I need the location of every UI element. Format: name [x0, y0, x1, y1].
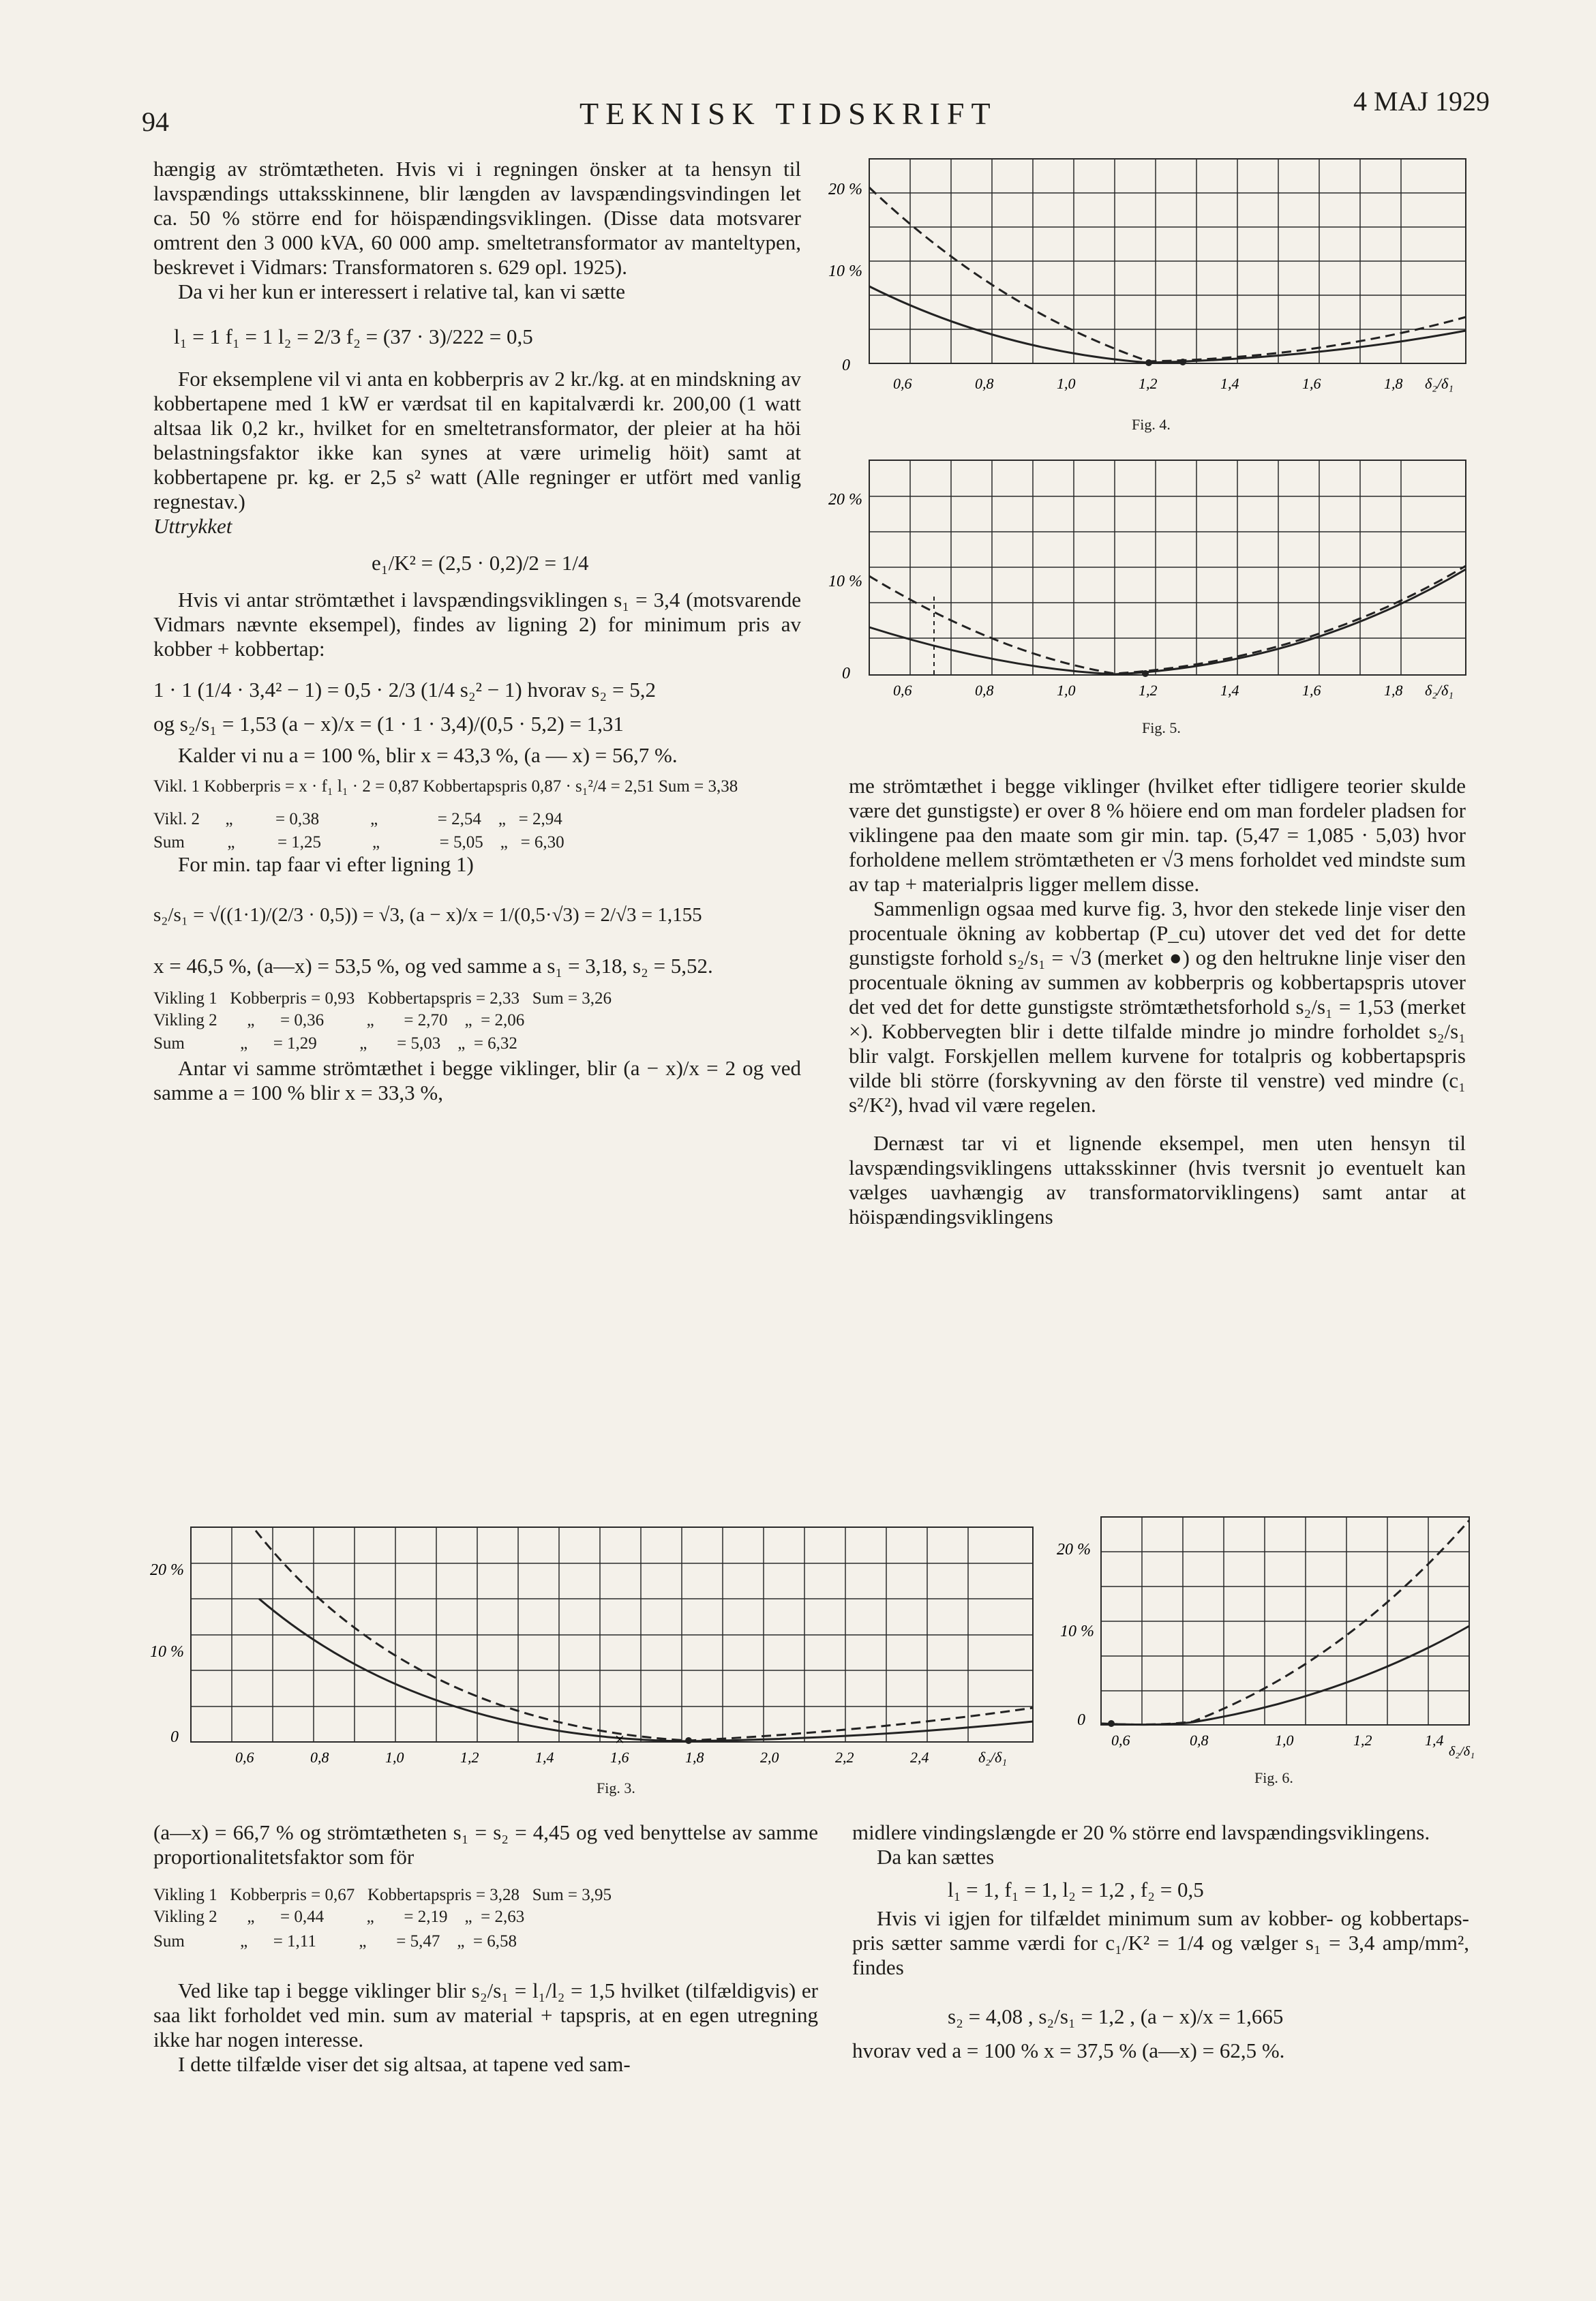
paragraph: Sammenlign ogsaa med kurve fig. 3, hvor den stekede linje viser den procentuale ökning av kobbertap (P_cu) utover det ved det for dette gunstigste forhold s₂/s₁ = √3 (merket ●) og den heltrukne linje viser den procentuale ökning av summen av kobberpris og kobbertapspris utover det ved det for dette gunstigste strömtæthetsforhold s₂/s₁ = 1,53 (merket ×). Kobbervegten blir i dette tilfalde mindre jo mindre forholdet s₂/s₁ blir valgt. Forskjellen mellem kurvene for totalpris og kobbertapspris vilde bli större (forskyvning av den förste til venstre) ved mindre (c₁ s²/K²), hvad vil være regelen. — [849, 897, 1466, 1117]
table-row: Vikl. 1 Kobberpris = x · f₁ l₁ · 2 = 0,87 Kobbertapspris 0,87 · s₁²/4 = 2,51 Sum = 3,38 — [153, 777, 738, 796]
equation: l₁ = 1 f₁ = 1 l₂ = 2/3 f₂ = (37 · 3)/222 = 0,5 — [174, 325, 533, 348]
paragraph: For eksemplene vil vi anta en kobberpris av 2 kr./kg. at en mindskning av kobbertapene med 1 kW er værdsat til en kapitalværdi kr. 200,00 (1 watt altsaa lik 0,2 kr., hvilket for en smeltetransformator, der pleier at ha höi belastningsfaktor ikke kan synes at være urimelig höit) samt at kobbertapene pr. kg. er 2,5 s² watt (Alle regninger er utfört med vanlig regnestav.) — [153, 367, 801, 513]
x-tick: 1,4 — [535, 1749, 554, 1766]
x-tick: 0,6 — [1111, 1732, 1130, 1749]
fig6-chart — [1057, 1507, 1479, 1766]
page-number: 94 — [142, 106, 169, 137]
x-tick: 1,4 — [1220, 375, 1239, 392]
equation: e₁/K² = (2,5 · 0,2)/2 = 1/4 — [372, 551, 589, 575]
table-row: Sum „ = 1,29 „ = 5,03 „ = 6,32 — [153, 1034, 517, 1053]
paragraph: For min. tap faar vi efter ligning 1) — [178, 852, 474, 876]
y-tick: 10 % — [1060, 1623, 1094, 1640]
x-tick: 1,2 — [1139, 682, 1158, 699]
min-marker: × — [614, 1730, 626, 1749]
y-tick: 0 — [1077, 1711, 1085, 1729]
x-tick: 0,6 — [893, 682, 912, 699]
paragraph: Da vi her kun er interessert i relative tal, kan vi sætte — [178, 280, 625, 303]
figure-4 — [828, 153, 1476, 433]
equation: s₂/s₁ = √((1·1)/(2/3 · 0,5)) = √3, (a − x)/x = 1/(0,5·√3) = 2/√3 = 1,155 — [153, 904, 702, 926]
journal-title: TEKNISK TIDSKRIFT — [579, 96, 997, 131]
axis-label: δ₂/δ₁ — [978, 1749, 1007, 1766]
paragraph: midlere vindingslængde er 20 % större end lavspændingsviklingens. — [852, 1820, 1430, 1844]
paragraph: Antar vi samme strömtæthet i begge viklinger, blir (a − x)/x = 2 og ved samme a = 100 % blir x = 33,3 %, — [153, 1056, 801, 1104]
x-tick: 0,6 — [235, 1749, 254, 1766]
x-tick: 1,4 — [1220, 682, 1239, 699]
x-tick: 2,0 — [760, 1749, 779, 1766]
paragraph: I dette tilfælde viser det sig altsaa, at tapene ved sam- — [178, 2052, 631, 2076]
table-row: Vikling 1 Kobberpris = 0,93 Kobbertapspris = 2,33 Sum = 3,26 — [153, 989, 612, 1008]
x-tick: 2,4 — [910, 1749, 929, 1766]
x-tick: 1,0 — [1057, 682, 1076, 699]
x-tick: 1,8 — [1384, 682, 1403, 699]
x-tick: 0,8 — [975, 375, 994, 392]
y-tick: 0 — [842, 665, 850, 682]
paragraph: Hvis vi antar strömtæthet i lavspændingsviklingen s₁ = 3,4 (motsvarende Vidmars nævnte eksempel), findes av ligning 2) for minimum pris av kobber + kobbertap: — [153, 588, 801, 661]
y-tick: 20 % — [150, 1561, 184, 1579]
x-tick: 1,0 — [1275, 1732, 1294, 1749]
figure-caption: Fig. 6. — [1254, 1769, 1293, 1786]
axis-label: δ₂/δ₁ — [1425, 682, 1454, 699]
x-tick: 1,6 — [1302, 682, 1321, 699]
x-tick: 1,4 — [1425, 1732, 1444, 1749]
paragraph: (a—x) = 66,7 % og strömtætheten s₁ = s₂ = 4,45 og ved benyttelse av samme proportionalitetsfaktor som för — [153, 1820, 818, 1869]
y-tick: 20 % — [828, 491, 862, 509]
paragraph: Ved like tap i begge viklinger blir s₂/s₁ = l₁/l₂ = 1,5 hvilket (tilfældigvis) er saa likt forholdet ved min. sum av material + tapspris, at en egen utregning ikke har nogen interesse. — [153, 1979, 818, 2051]
x-tick: 1,6 — [1302, 375, 1321, 392]
table-row: Vikl. 2 „ = 0,38 „ = 2,54 „ = 2,94 — [153, 810, 562, 828]
y-tick: 10 % — [828, 573, 862, 590]
table-row: Vikling 1 Kobberpris = 0,67 Kobbertapspris = 3,28 Sum = 3,95 — [153, 1886, 612, 1904]
x-tick: 0,8 — [310, 1749, 329, 1766]
x-tick: 2,2 — [835, 1749, 854, 1766]
paragraph: hvorav ved a = 100 % x = 37,5 % (a—x) = 62,5 %. — [852, 2039, 1285, 2062]
x-tick: 0,8 — [975, 682, 994, 699]
axis-label: δ₂/δ₁ — [1425, 375, 1454, 392]
table-row: Sum „ = 1,25 „ = 5,05 „ = 6,30 — [153, 833, 564, 852]
paragraph: x = 46,5 %, (a—x) = 53,5 %, og ved samme a s₁ = 3,18, s₂ = 5,52. — [153, 954, 713, 978]
y-tick: 10 % — [828, 262, 862, 280]
x-tick: 1,0 — [385, 1749, 404, 1766]
y-tick: 0 — [842, 357, 850, 374]
left-column-bottom — [153, 1820, 818, 2077]
x-tick: 1,2 — [1139, 375, 1158, 392]
x-tick: 0,8 — [1190, 1732, 1209, 1749]
figure-caption: Fig. 5. — [1142, 719, 1181, 736]
x-tick: 1,2 — [1353, 1732, 1372, 1749]
left-column-top — [153, 157, 801, 1105]
equation: og s₂/s₁ = 1,53 (a − x)/x = (1 · 1 · 3,4)/(0,5 · 5,2) = 1,31 — [153, 712, 624, 736]
issue-date: 4 MAJ 1929 — [1353, 86, 1490, 117]
axis-label: δ₂/δ₁ — [1449, 1744, 1475, 1759]
paragraph: Da kan sættes — [877, 1845, 995, 1869]
y-tick: 0 — [170, 1728, 179, 1746]
y-tick: 10 % — [150, 1643, 184, 1661]
figure-5 — [828, 450, 1476, 736]
equation: l₁ = 1, f₁ = 1, l₂ = 1,2 , f₂ = 0,5 — [948, 1878, 1204, 1901]
equation: 1 · 1 (1/4 · 3,4² − 1) = 0,5 · 2/3 (1/4 s₂² − 1) hvorav s₂ = 5,2 — [153, 678, 656, 702]
table-row: Vikling 2 „ = 0,44 „ = 2,19 „ = 2,63 — [153, 1908, 525, 1926]
paragraph: Dernæst tar vi et lignende eksempel, men uten hensyn til lavspændingsviklingens uttaksskinner (hvis tversnit jo eventuelt kan vælges uavhængig av transformatorviklingens) samt antar at höispændingsviklingens — [849, 1131, 1466, 1229]
figure-caption: Fig. 4. — [1132, 416, 1171, 433]
y-tick: 20 % — [828, 181, 862, 198]
x-tick: 1,8 — [1384, 375, 1403, 392]
fig5-chart — [828, 450, 1476, 723]
paragraph: Kalder vi nu a = 100 %, blir x = 43,3 %, (a — x) = 56,7 %. — [178, 743, 678, 767]
right-column-bottom — [852, 1820, 1469, 2063]
fig4-chart — [828, 153, 1476, 426]
equation: s₂ = 4,08 , s₂/s₁ = 1,2 , (a − x)/x = 1,665 — [948, 2004, 1284, 2028]
paragraph: Hvis vi igjen for tilfældet minimum sum av kobber- og kobbertaps-pris sætter samme værdi for c₁/K² = 1/4 og vælger s₁ = 3,4 amp/mm², findes — [852, 1906, 1469, 1979]
figure-3 — [150, 1520, 1050, 1807]
x-tick: 1,0 — [1057, 375, 1076, 392]
x-tick: 0,6 — [893, 375, 912, 392]
x-tick: 1,8 — [685, 1749, 704, 1766]
fig3-chart — [150, 1520, 1050, 1779]
figure-caption: Fig. 3. — [597, 1779, 635, 1796]
x-tick: 1,6 — [610, 1749, 629, 1766]
section-label: Uttrykket — [153, 514, 232, 538]
figure-6 — [1057, 1507, 1479, 1793]
table-row: Vikling 2 „ = 0,36 „ = 2,70 „ = 2,06 — [153, 1011, 525, 1029]
y-tick: 20 % — [1057, 1541, 1091, 1559]
paragraph: me strömtæthet i begge viklinger (hvilket efter tidligere teorier skulde være det gunstigste) er over 8 % höiere end om man fordeler pladsen for viklingene paa den maate som gir min. tap. (5,47 = 1,085 · 5,03) hvor forholdene mellem strömtætheten er √3 mens forholdet ved mindste sum av tap + materialpris ligger mellem disse. — [849, 774, 1466, 896]
x-tick: 1,2 — [460, 1749, 479, 1766]
table-row: Sum „ = 1,11 „ = 5,47 „ = 6,58 — [153, 1932, 517, 1951]
right-column-top — [849, 774, 1466, 1229]
paragraph: hængig av strömtætheten. Hvis vi i regningen önsker at ta hensyn til lavspændings uttaksskinnene, blir længden av lavspændingsvindingen let ca. 50 % större end for höispændingsviklingen. (Disse data motsvarer omtrent den 3 000 kVA, 60 000 amp. smeltetransformator av manteltypen, beskrevet i Vidmars: Transformatoren s. 629 opl. 1925). — [153, 157, 801, 279]
